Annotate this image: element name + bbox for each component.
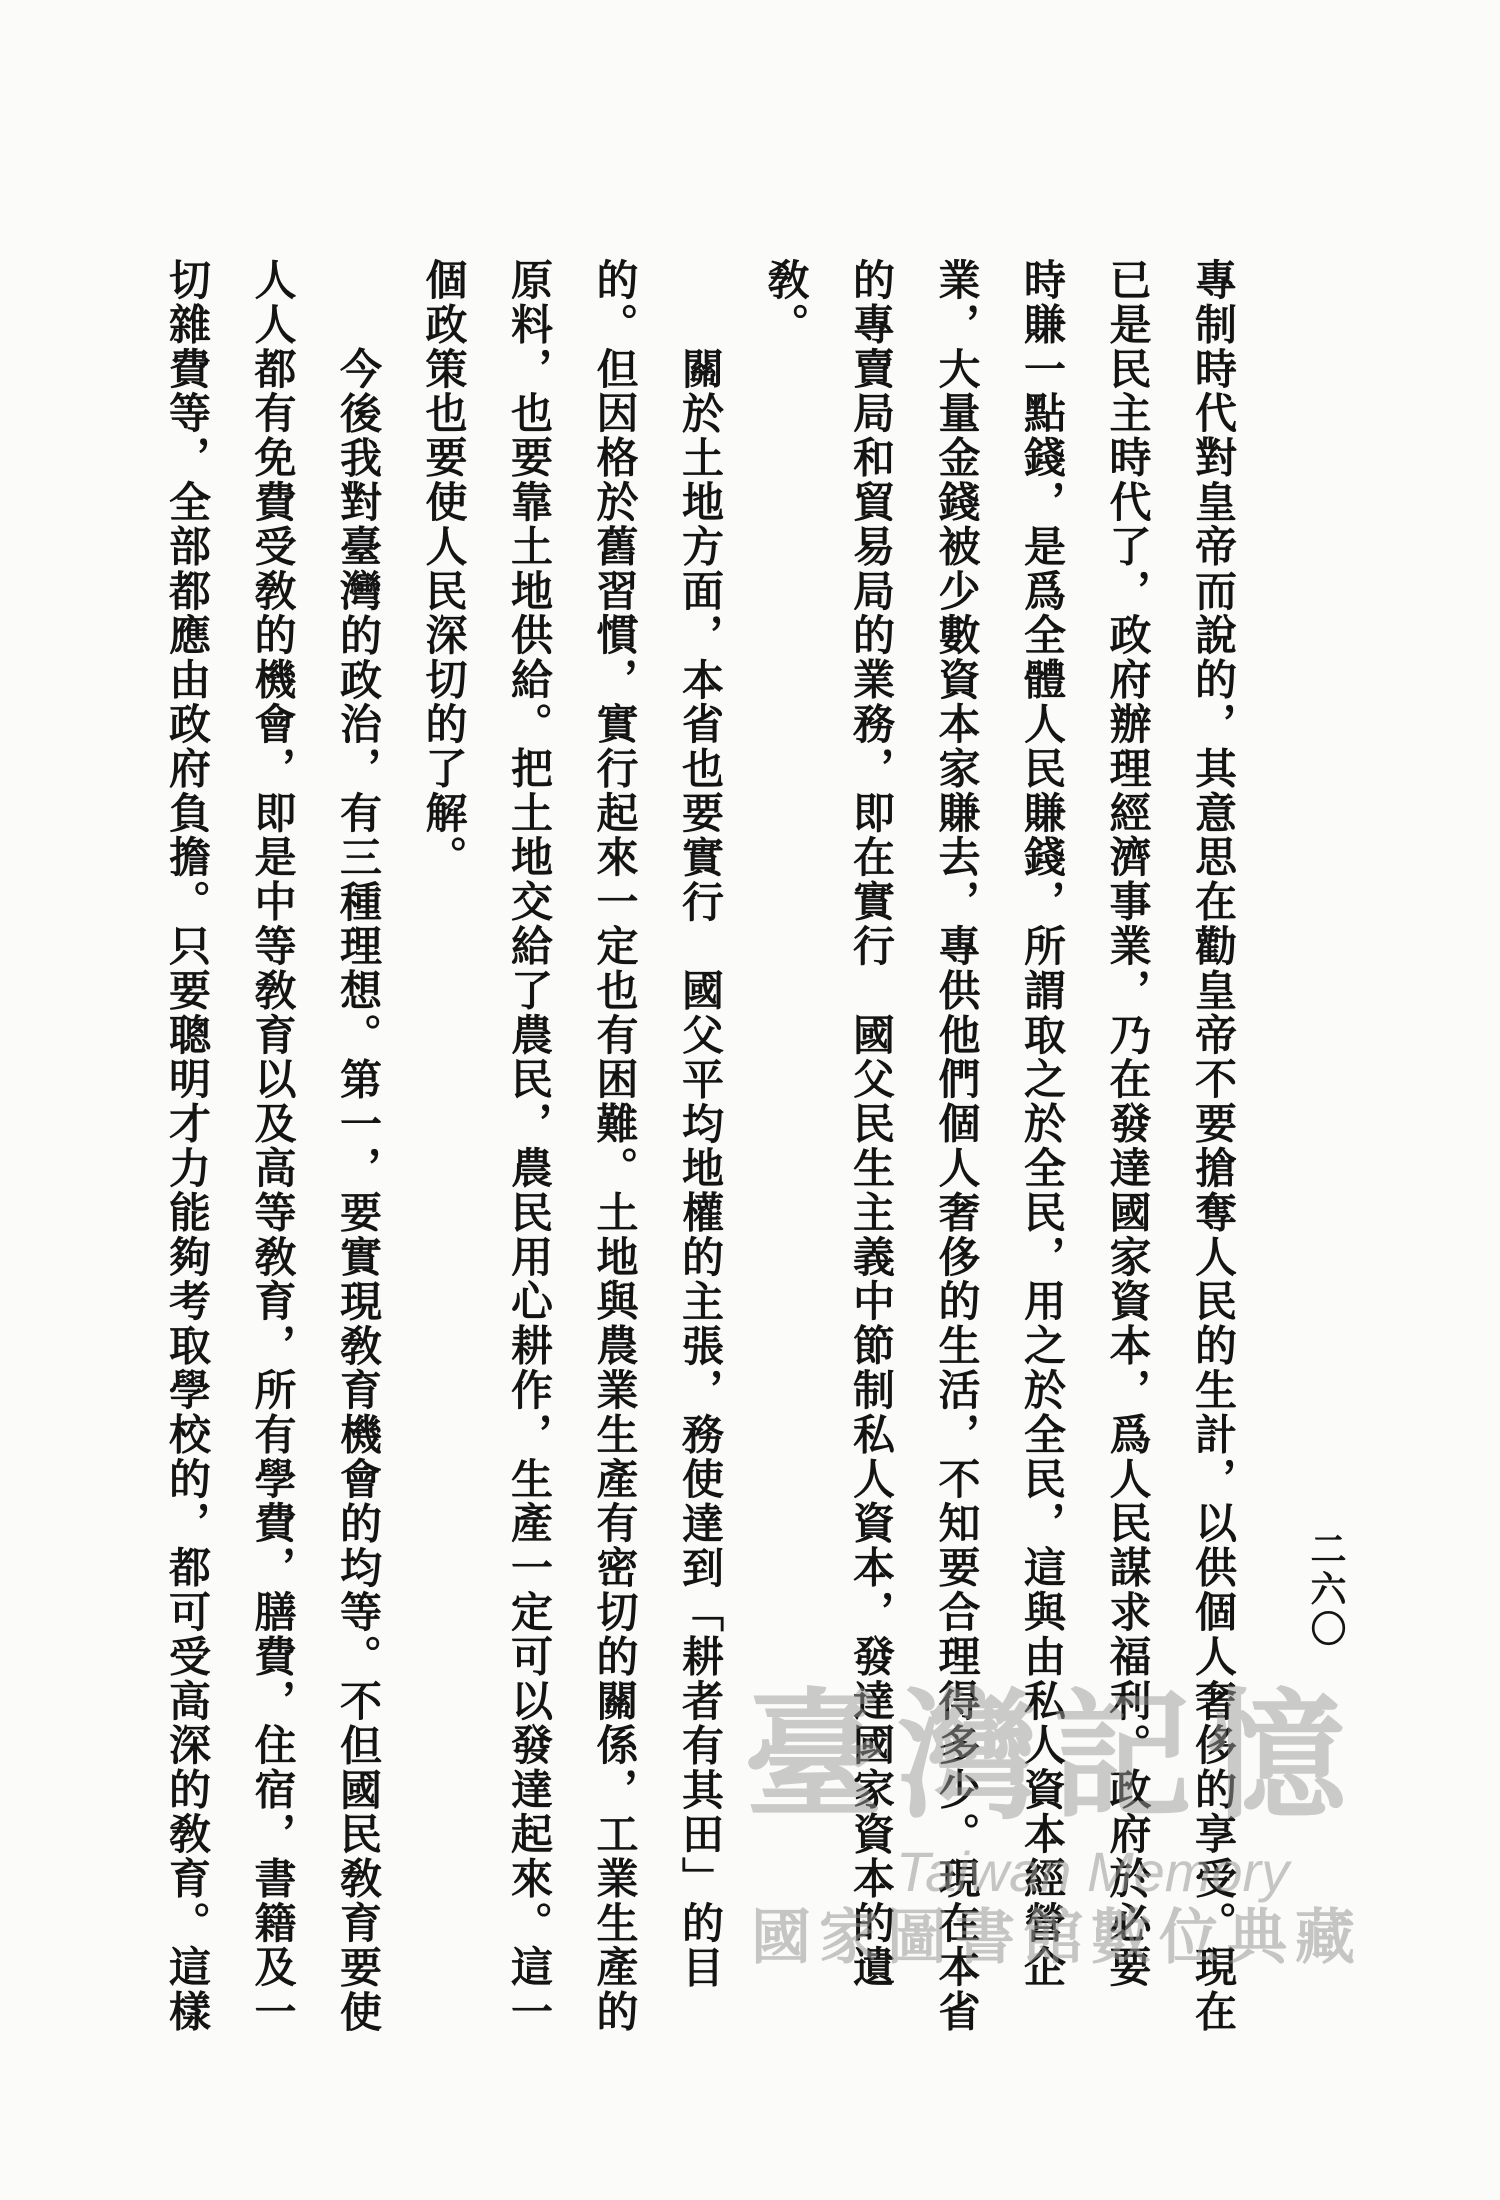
watermark-subtitle: Taiwan Memory	[896, 1840, 1290, 1903]
paragraph-start-column: 今後我對臺灣的政治，有三種理想。第一，要實現敎育機會的均等。不但國民敎育要使	[334, 347, 383, 2035]
page-number: 二六〇	[1305, 1530, 1347, 1650]
text-column: 敎。	[761, 258, 811, 347]
text-column: 個政策也要使人民深切的了解。	[419, 258, 469, 880]
watermark-title: 臺灣記憶	[744, 1675, 1361, 1839]
text-column: 已是民主時代了，政府辦理經濟事業，乃在發達國家資本，爲人民謀求福利。政府於必要	[1103, 258, 1153, 1990]
text-column: 人人都有免費受敎的機會，即是中等敎育以及高等敎育，所有學費，膳費，住宿，書籍及一	[248, 258, 298, 2034]
paragraph-start-column: 關於土地方面，本省也要實行 國父平均地權的主張，務使達到「耕者有其田」的目	[676, 347, 725, 1990]
text-column: 業，大量金錢被少數資本家賺去，專供他們個人奢侈的生活，不知要合理得多少。現在本省	[932, 258, 982, 2034]
text-column: 的專賣局和貿易局的業務，即在實行 國父民生主義中節制私人資本，發達國家資本的遺	[847, 258, 896, 1990]
watermark-organization: 國家圖書館數位典藏	[751, 1903, 1363, 1973]
text-column: 專制時代對皇帝而說的，其意思在勸皇帝不要搶奪人民的生計，以供個人奢侈的享受。現在	[1189, 258, 1238, 2034]
text-column: 時賺一點錢，是爲全體人民賺錢，所謂取之於全民，用之於全民，這與由私人資本經營企	[1018, 258, 1067, 1990]
text-column: 切雜費等，全部都應由政府負擔。只要聰明才力能夠考取學校的，都可受高深的敎育。這樣	[163, 258, 212, 2034]
text-column: 的。但因格於舊習慣，實行起來一定也有困難。土地與農業生產有密切的關係，工業生產的	[590, 258, 640, 2034]
text-column: 原料，也要靠土地供給。把土地交給了農民，農民用心耕作，生產一定可以發達起來。這一	[505, 258, 554, 2034]
